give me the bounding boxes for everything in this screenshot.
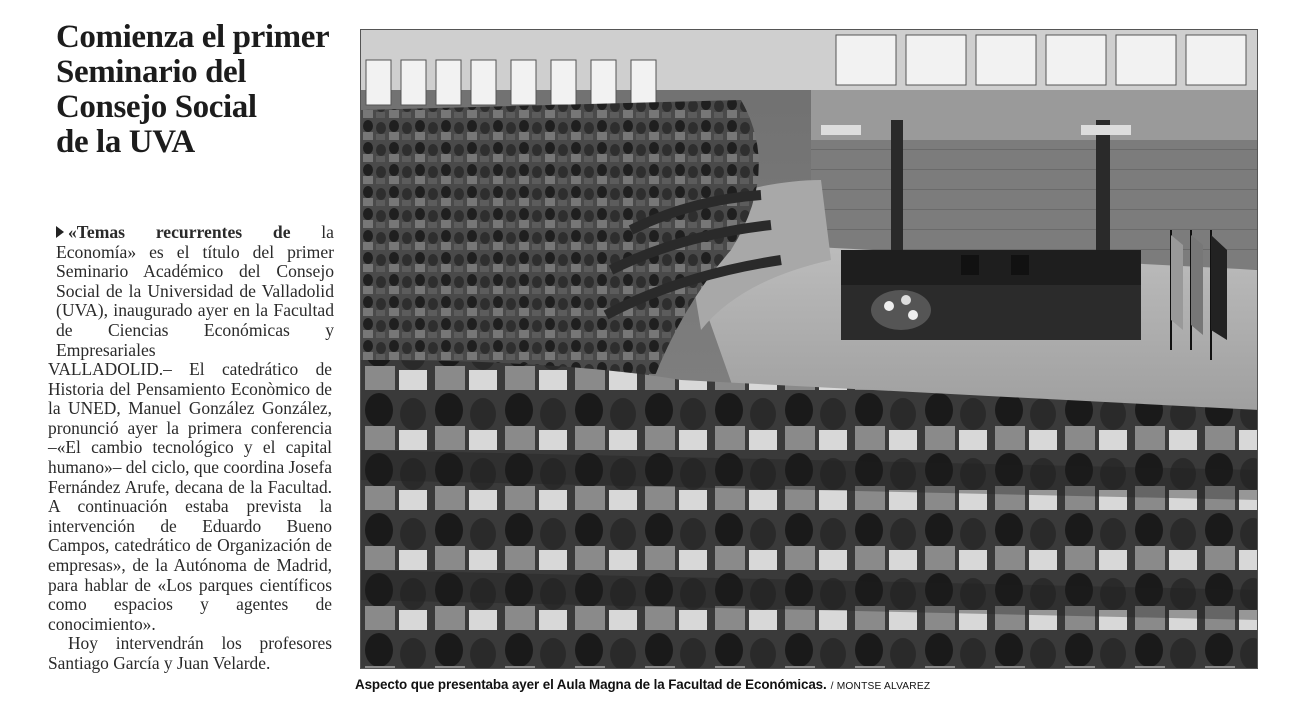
body-paragraph: Hoy intervendrán los profesores Santiago García y Juan Velarde. bbox=[48, 633, 332, 673]
photo-caption bbox=[355, 676, 1295, 694]
lead-paragraph bbox=[56, 223, 334, 360]
headline bbox=[56, 20, 346, 160]
auditorium-photo bbox=[360, 29, 1258, 669]
headline-line: Seminario del bbox=[56, 54, 247, 90]
body-paragraph: VALLADOLID.– El catedrático de Historia del Pensamiento Econòmico de la UNED, Manuel González González, pronunció ayer la primera conferencia –«El cambio tecnológico y el capital humano»– del ciclo, que coordina Josefa Fernández Arufe, decana de la Facultad. A continuación estaba prevista la intervención de Eduardo Bueno Campos, catedrático de Organización de empresas», de la Autónoma de Madrid, para hablar de «Los parques científicos como espacios y agentes de conocimiento». bbox=[48, 359, 332, 634]
article-body bbox=[48, 360, 332, 674]
headline-line: Comienza el primer bbox=[56, 19, 330, 55]
photo-credit: / MONTSE ALVAREZ bbox=[830, 681, 931, 692]
headline-line: Consejo Social bbox=[56, 89, 257, 125]
caption-text: Aspecto que presentaba ayer el Aula Magna de la Facultad de Económicas. bbox=[355, 677, 827, 692]
lead-text: la Economía» es el título del primer Seminario Académico del Consejo Social de la Universidad de Valladolid (UVA), inaugurado ayer en la Facultad de Ciencias Económicas y Empresariales bbox=[56, 222, 334, 360]
triangle-bullet-icon bbox=[56, 226, 64, 238]
lead-bold-text: «Temas recurrentes de bbox=[68, 222, 291, 242]
headline-line: de la UVA bbox=[56, 124, 195, 160]
auditorium-image bbox=[361, 30, 1258, 669]
